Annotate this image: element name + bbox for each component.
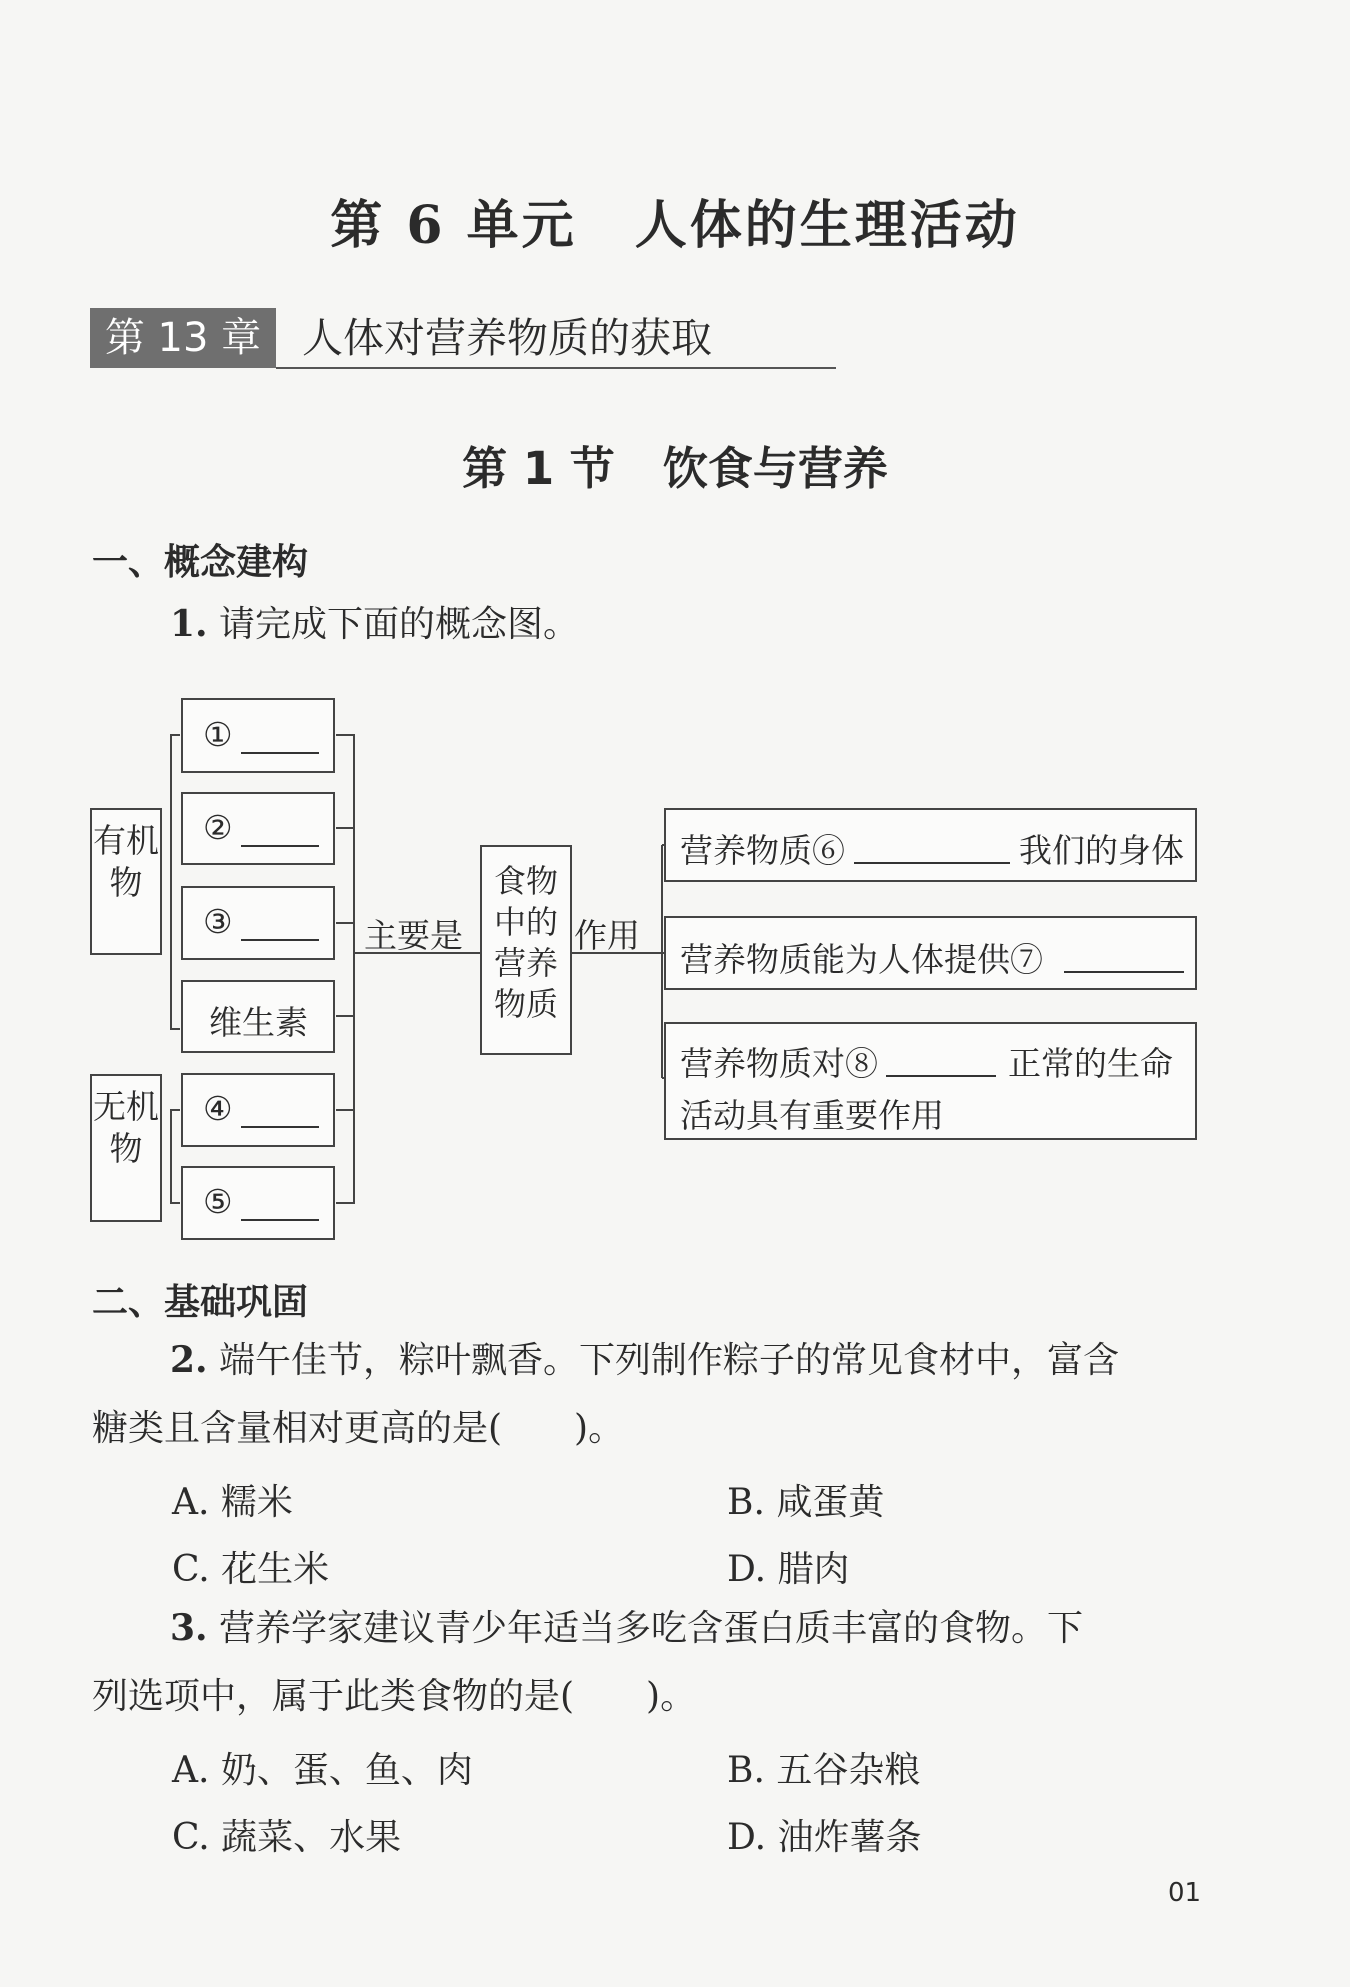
q2-option-a[interactable]: A. 糯米 — [172, 1482, 293, 1523]
chapter-label: 第 13 章 — [90, 308, 276, 368]
nutrient-box-3 — [181, 886, 335, 960]
inorganic-bracket — [171, 1110, 180, 1203]
blank-label-5: ⑤ — [203, 1182, 233, 1221]
role-box-2 — [664, 916, 1197, 990]
question-2 — [92, 1326, 1202, 1463]
q2-option-c[interactable]: C. 花生米 — [172, 1549, 330, 1590]
role-3-start: 营养物质对⑧ — [680, 1044, 878, 1083]
answer-blank-7[interactable] — [1064, 941, 1184, 973]
section-name: 饮食与营养 — [662, 442, 888, 495]
role-3-end: 正常的生命 — [1008, 1044, 1173, 1083]
role-box-1 — [664, 808, 1197, 882]
q3-option-b[interactable]: B. 五谷杂粮 — [727, 1750, 921, 1791]
blank-label-2: ② — [203, 808, 233, 847]
question-3 — [92, 1594, 1202, 1731]
mainly-label: 主要是 — [364, 916, 463, 955]
nutrient-box-2 — [181, 792, 335, 865]
question-text: 请完成下面的概念图。 — [219, 604, 580, 645]
q3-option-a[interactable]: A. 奶、蛋、鱼、肉 — [172, 1750, 473, 1791]
q2-option-d[interactable]: D. 腊肉 — [727, 1549, 850, 1590]
q3-option-c[interactable]: C. 蔬菜、水果 — [172, 1817, 402, 1858]
right-bracket — [336, 735, 354, 1203]
answer-blank-8[interactable] — [886, 1045, 996, 1077]
nutrient-box-5 — [181, 1166, 335, 1240]
nutrient-box-1 — [181, 698, 335, 773]
answer-blank-3[interactable] — [241, 909, 319, 941]
answer-blank-5[interactable] — [241, 1189, 319, 1221]
food-nutrients-box: 食物中的营养物质 — [480, 845, 572, 1055]
vitamin-label: 维生素 — [209, 1003, 308, 1042]
blank-label-1: ① — [203, 715, 233, 754]
question-text-line2: 列选项中，属于此类食物的是( )。 — [92, 1676, 697, 1717]
section-number: 第 1 节 — [462, 442, 615, 495]
blank-label-4: ④ — [203, 1089, 233, 1128]
question-text-line2: 糖类且含量相对更高的是( )。 — [92, 1408, 625, 1449]
part2-heading: 二、基础巩固 — [92, 1282, 309, 1323]
role-3-line2: 活动具有重要作用 — [680, 1096, 944, 1135]
q3-option-d[interactable]: D. 油炸薯条 — [727, 1817, 922, 1858]
role-1-end: 我们的身体 — [1019, 831, 1184, 870]
question-text-line1: 端午佳节，粽叶飘香。下列制作粽子的常见食材中，富含 — [219, 1340, 1120, 1381]
q2-option-b[interactable]: B. 咸蛋黄 — [727, 1482, 885, 1523]
answer-blank-6[interactable] — [854, 832, 1010, 864]
nutrient-box-4 — [181, 1073, 335, 1147]
bracket-ticks — [336, 828, 354, 1110]
question-number: 2. — [170, 1339, 208, 1381]
question-number: 3. — [170, 1607, 208, 1649]
unit-number: 第 6 单元 — [330, 195, 577, 256]
blank-label-3: ③ — [203, 902, 233, 941]
role-1-start: 营养物质⑥ — [680, 831, 845, 870]
unit-name: 人体的生理活动 — [634, 195, 1020, 256]
role-box-3 — [664, 1022, 1197, 1140]
part1-heading: 一、概念建构 — [92, 542, 309, 583]
question-number: 1. — [170, 603, 208, 645]
answer-blank-1[interactable] — [241, 722, 319, 754]
page-number: 01 — [1168, 1878, 1202, 1908]
answer-blank-2[interactable] — [241, 815, 319, 847]
question-text-line1: 营养学家建议青少年适当多吃含蛋白质丰富的食物。下 — [219, 1608, 1084, 1649]
nutrient-box-vitamin — [181, 980, 335, 1053]
inorganic-box: 无机物 — [90, 1074, 162, 1222]
chapter-name: 人体对营养物质的获取 — [302, 314, 712, 362]
role-label: 作用 — [574, 916, 640, 955]
answer-blank-4[interactable] — [241, 1096, 319, 1128]
organic-bracket — [171, 735, 180, 1029]
role-2-text: 营养物质能为人体提供⑦ — [680, 940, 1043, 979]
organic-box: 有机物 — [90, 808, 162, 955]
